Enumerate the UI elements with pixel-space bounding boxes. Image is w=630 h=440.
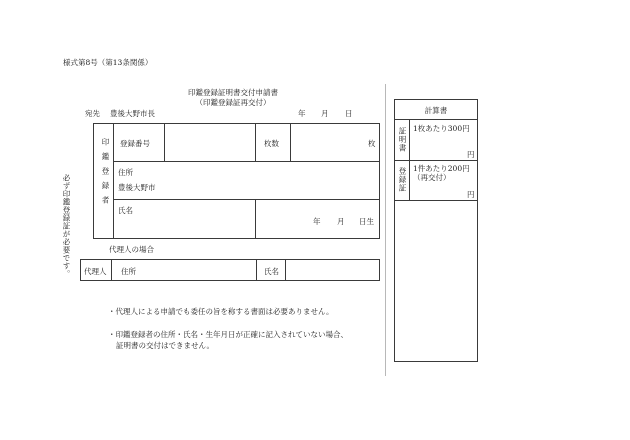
calc-row2-unit: 円	[467, 190, 475, 199]
proxy-name-field[interactable]	[291, 262, 376, 278]
date-day-label: 日	[345, 109, 353, 118]
calc-table	[394, 99, 478, 362]
date-month-label: 月	[321, 109, 329, 118]
applicant-section-label: 印鑑登録者	[101, 138, 110, 211]
calc-title: 計算書	[424, 106, 448, 115]
calc-row2-label: 登録証	[398, 167, 407, 193]
name-field[interactable]	[118, 216, 248, 234]
reg-no-label: 登録番号	[120, 139, 150, 148]
calc-row2-line1: 1件あたり200円	[413, 164, 470, 173]
address-value[interactable]: 豊後大野市	[118, 183, 156, 192]
count-field[interactable]	[294, 128, 364, 158]
date-year-label: 年	[298, 109, 306, 118]
count-unit: 枚	[368, 139, 376, 148]
applicant-table	[93, 123, 380, 239]
calc-row1-unit: 円	[467, 150, 475, 159]
proxy-table	[80, 259, 380, 281]
calc-row1-text: 1枚あたり300円	[413, 124, 470, 133]
reg-no-field[interactable]	[171, 128, 251, 158]
page-divider	[385, 84, 386, 376]
form-title: 印鑑登録証明書交付申請書	[188, 88, 278, 97]
birth-year-label: 年	[313, 217, 321, 226]
proxy-address-label: 住所	[121, 267, 136, 276]
note-2: ・印鑑登録者の住所・氏名・生年月日が正確に記入されていない場合、	[108, 330, 348, 339]
addressee-label: 宛先	[85, 109, 100, 118]
side-note: 必ず印鑑登録証が必要です。	[62, 174, 71, 278]
count-label: 枚数	[264, 139, 279, 148]
address-label: 住所	[118, 168, 133, 177]
calc-row2-line2: （再交付）	[413, 173, 451, 182]
birth-day-label: 日生	[359, 217, 374, 226]
proxy-name-label: 氏名	[264, 267, 279, 276]
calc-row1-label: 証明書	[398, 127, 407, 153]
proxy-label: 代理人	[84, 267, 107, 276]
note-1: ・代理人による申請でも委任の旨を称する書面は必要ありません。	[108, 307, 334, 316]
proxy-address-field[interactable]	[143, 262, 251, 278]
birth-month-label: 月	[337, 217, 345, 226]
addressee: 豊後大野市長	[110, 109, 155, 118]
proxy-caption: 代理人の場合	[109, 245, 154, 254]
note-3: 証明書の交付はできません。	[116, 341, 214, 350]
name-label: 氏名	[118, 206, 133, 215]
form-subtitle: （印鑑登録証再交付）	[195, 98, 271, 107]
form-number: 様式第8号（第13条関係）	[63, 58, 153, 67]
